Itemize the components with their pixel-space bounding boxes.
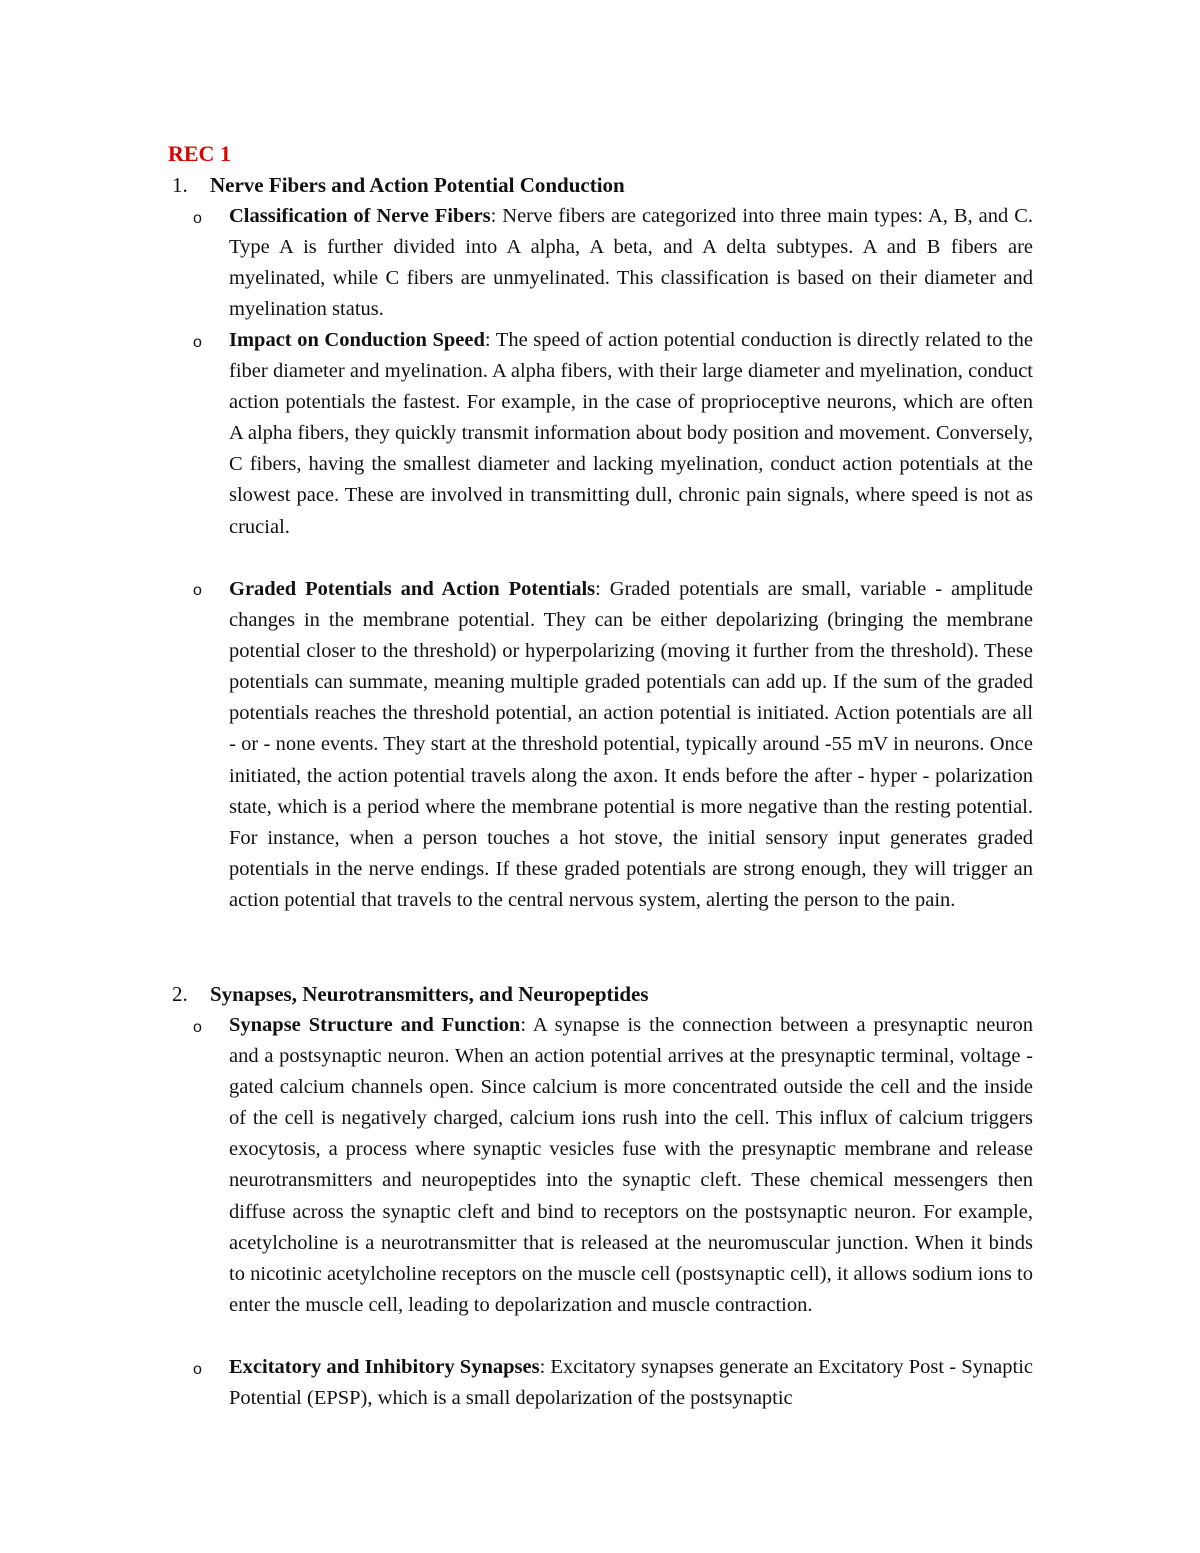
item-text: : Nerve fibers are categorized into three main types: A, B, and C. Type A is further divided into A alpha, A beta, and A delta subtypes. A and B fibers are myelinated, while C fibers are unmyelinated. This classification is based on their diameter and myelination status. (229, 205, 1034, 321)
list-item (229, 574, 1033, 916)
item-term: Impact on Conduction Speed (229, 329, 485, 351)
item-text: : The speed of action potential conduction is directly related to the fiber diameter and myelination. A alpha fibers, with their large diameter and myelination, conduct action potentials the fastest. For example, in the case of proprioceptive neurons, which are often A alpha fibers, they quickly transmit information about body position and movement. Conversely, C fibers, having the smallest diameter and lacking myelination, conduct action potentials at the slowest pace. These are involved in transmitting dull, chronic pain signals, where speed is not as crucial. (229, 329, 1033, 538)
item-term: Excitatory and Inhibitory Synapses (229, 1356, 540, 1378)
bullet-marker: o (193, 334, 202, 351)
document-title: REC 1 (168, 141, 231, 166)
item-text: : A synapse is the connection between a presynaptic neuron and a postsynaptic neuron. When an action potential arrives at the presynaptic terminal, voltage - gated calcium channels open. Since calcium is more concentrated outside the cell and the inside of the cell is negatively charged, calcium ions rush into the cell. This influx of calcium triggers exocytosis, a process where synaptic vesicles fuse with the presynaptic membrane and release neurotransmitters and neuropeptides into the synaptic cleft. These chemical messengers then diffuse across the synaptic cleft and bind to receptors on the postsynaptic neuron. For example, acetylcholine is a neurotransmitter that is released at the neuromuscular junction. When it binds to nicotinic acetylcholine receptors on the muscle cell (postsynaptic cell), it allows sodium ions to enter the muscle cell, leading to depolarization and muscle contraction. (229, 1014, 1033, 1316)
item-term: Classification of Nerve Fibers (229, 205, 491, 227)
bullet-marker: o (193, 582, 202, 599)
list-item (229, 325, 1033, 543)
item-term: Graded Potentials and Action Potentials (229, 578, 596, 600)
list-item (229, 1352, 1033, 1414)
section-number: 2. (172, 982, 188, 1006)
section-heading-1 (172, 170, 1042, 201)
list-item (229, 1010, 1033, 1321)
item-term: Synapse Structure and Function (229, 1014, 521, 1036)
bullet-marker: o (193, 1019, 202, 1036)
section-title: Synapses, Neurotransmitters, and Neuropeptides (210, 982, 649, 1006)
list-item (229, 201, 1033, 325)
section-title: Nerve Fibers and Action Potential Conduction (210, 173, 625, 197)
item-text: : Graded potentials are small, variable - amplitude changes in the membrane potential. They can be either depolarizing (bringing the membrane potential closer to the threshold) or hyperpolarizing (moving it further from the threshold). These potentials can summate, meaning multiple graded potentials can add up. If the sum of the graded potentials reaches the threshold potential, an action potential is initiated. Action potentials are all - or - none events. They start at the threshold potential, typically around -55 mV in neurons. Once initiated, the action potential travels along the axon. It ends before the after - hyper - polarization state, which is a period where the membrane potential is more negative than the resting potential. For instance, when a person touches a hot stove, the initial sensory input generates graded potentials in the nerve endings. If these graded potentials are strong enough, they will trigger an action potential that travels to the central nervous system, alerting the person to the pain. (229, 578, 1033, 911)
bullet-marker: o (193, 1361, 202, 1378)
bullet-marker: o (193, 210, 202, 227)
item-text: : Excitatory synapses generate an Excitatory Post - Synaptic Potential (EPSP), which is a small depolarization of the postsynaptic (229, 1356, 1033, 1410)
section-number: 1. (172, 173, 188, 197)
section-heading-2 (172, 979, 1042, 1010)
